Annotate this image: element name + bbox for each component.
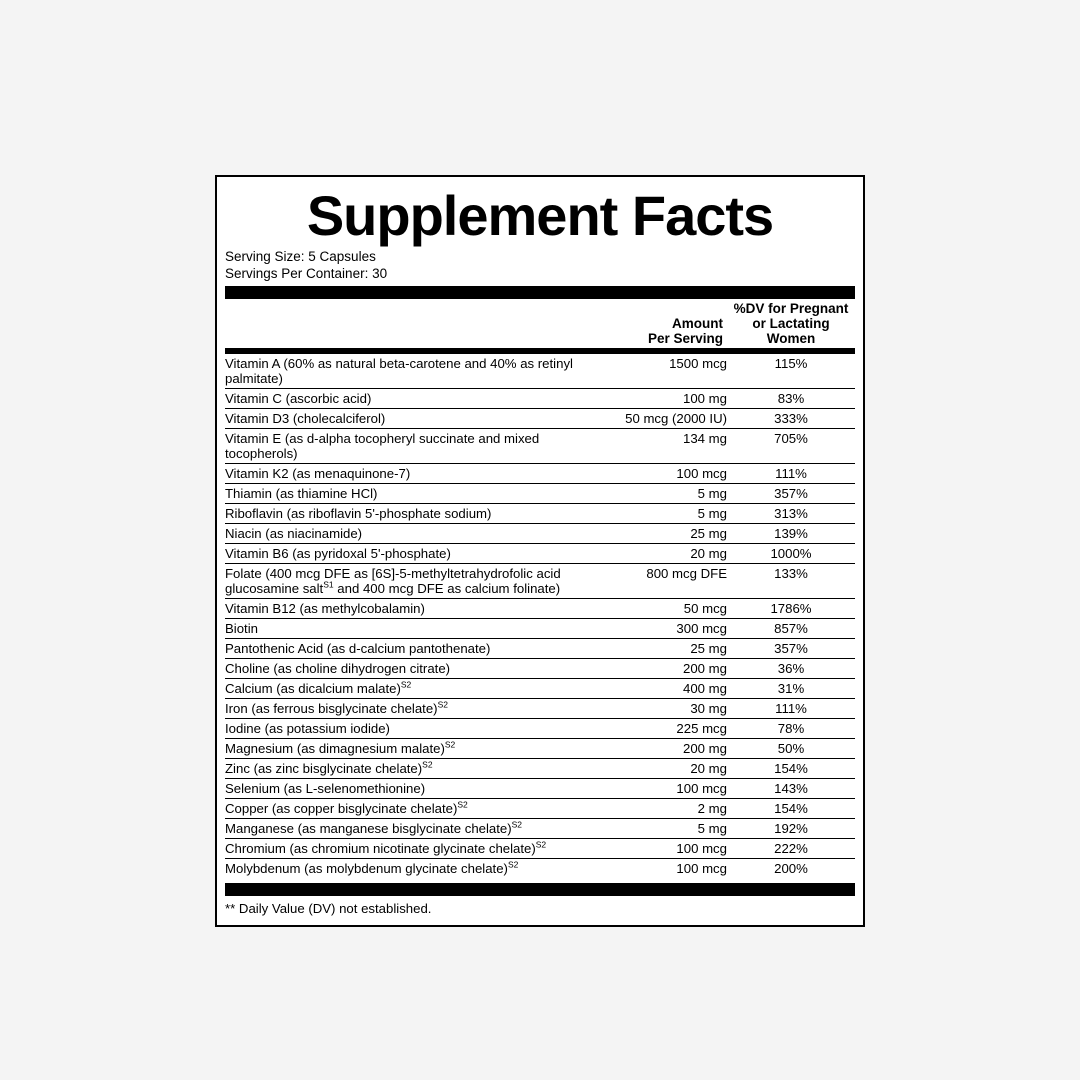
nutrient-amount: 25 mg <box>615 524 727 544</box>
nutrient-superscript: S2 <box>535 839 547 850</box>
table-row <box>225 739 855 759</box>
nutrient-name: Selenium (as L-selenomethionine) <box>225 779 615 799</box>
nutrient-name: Molybdenum (as molybdenum glycinate chelate)$^{S2}$ <box>225 859 519 876</box>
nutrient-name: Chromium (as chromium nicotinate glycinate chelate)$^{S2}$ <box>225 839 615 859</box>
table-row <box>225 859 855 879</box>
nutrient-amount: 1500 mcg <box>615 354 727 389</box>
nutrient-superscript: S2 <box>511 819 523 830</box>
nutrient-amount: 100 mcg <box>615 839 727 859</box>
serving-size-line: Serving Size: 5 Capsules <box>225 249 376 264</box>
table-row <box>225 759 855 779</box>
table-row <box>225 599 855 619</box>
table-row <box>225 619 855 639</box>
nutrient-amount: 2 mg <box>615 799 727 819</box>
nutrient-name: Zinc (as zinc bisglycinate chelate)$^{S2}$ <box>225 759 615 779</box>
nutrient-amount: 800 mcg DFE <box>615 564 727 599</box>
nutrient-dv: 78% <box>727 719 855 739</box>
footnote: ** Daily Value (DV) not established. <box>225 901 432 916</box>
nutrient-amount: 100 mg <box>615 389 727 409</box>
nutrient-name: Calcium (as dicalcium malate)$^{S2}$ <box>225 679 615 699</box>
nutrient-amount: 225 mcg <box>615 719 727 739</box>
table-row <box>225 389 855 409</box>
table-row <box>225 484 855 504</box>
table-row <box>225 524 855 544</box>
nutrient-name: Vitamin A (60% as natural beta-carotene and 40% as retinyl palmitate) <box>225 354 615 389</box>
nutrient-name: Biotin <box>225 619 615 639</box>
table-row <box>225 819 855 839</box>
nutrient-superscript: S2 <box>444 739 456 750</box>
table-row <box>225 504 855 524</box>
nutrient-amount: 50 mcg (2000 IU) <box>615 409 727 429</box>
dv-header-line1: %DV for Pregnant <box>733 301 849 316</box>
nutrient-dv: 857% <box>727 619 855 639</box>
table-row <box>225 779 855 799</box>
nutrients-table <box>225 354 855 878</box>
nutrient-amount: 20 mg <box>615 759 727 779</box>
amount-header-line1: Amount <box>672 316 723 331</box>
nutrient-dv: 200% <box>774 861 808 876</box>
nutrient-amount: 5 mg <box>615 484 727 504</box>
nutrient-name: Riboflavin (as riboflavin 5'-phosphate sodium) <box>225 504 615 524</box>
nutrient-dv: 357% <box>727 484 855 504</box>
nutrient-superscript: S1 <box>323 579 334 590</box>
nutrient-superscript: S2 <box>422 759 433 770</box>
dv-header-line2: or Lactating Women <box>752 316 830 346</box>
nutrient-name: Pantothenic Acid (as d-calcium pantothenate) <box>225 639 615 659</box>
nutrient-superscript: S2 <box>507 859 519 870</box>
nutrient-amount: 200 mg <box>615 739 727 759</box>
nutrient-name: Manganese (as manganese bisglycinate chelate)$^{S2}$ <box>225 819 615 839</box>
divider-thick-top <box>225 286 855 299</box>
nutrient-dv: 83% <box>727 389 855 409</box>
nutrient-name: Iodine (as potassium iodide) <box>225 719 615 739</box>
nutrient-name: Choline (as choline dihydrogen citrate) <box>225 659 615 679</box>
amount-header-line2: Per Serving <box>647 331 723 346</box>
nutrient-amount: 300 mcg <box>615 619 727 639</box>
nutrient-dv: 1000% <box>727 544 855 564</box>
nutrient-amount: 5 mg <box>615 504 727 524</box>
table-row <box>225 679 855 699</box>
nutrient-name: Vitamin C (ascorbic acid) <box>225 389 615 409</box>
table-row <box>225 429 855 464</box>
nutrient-dv: 192% <box>727 819 855 839</box>
table-row <box>225 719 855 739</box>
nutrient-dv: 313% <box>727 504 855 524</box>
nutrient-amount: 400 mg <box>615 679 727 699</box>
nutrient-dv: 115% <box>727 354 855 389</box>
nutrient-name: Vitamin E (as d-alpha tocopheryl succinate and mixed tocopherols) <box>225 429 615 464</box>
table-row <box>225 544 855 564</box>
nutrient-name: Magnesium (as dimagnesium malate)$^{S2}$ <box>225 739 615 759</box>
nutrient-amount: 25 mg <box>615 639 727 659</box>
nutrient-amount: 5 mg <box>615 819 727 839</box>
table-row <box>225 409 855 429</box>
nutrient-amount: 100 mcg <box>676 861 727 876</box>
nutrient-dv: 50% <box>727 739 855 759</box>
nutrient-dv: 357% <box>727 639 855 659</box>
nutrient-name: Vitamin D3 (cholecalciferol) <box>225 409 615 429</box>
column-headers <box>225 299 855 348</box>
nutrient-superscript: S2 <box>400 679 412 690</box>
nutrient-amount: 134 mg <box>615 429 727 464</box>
divider-thick-bottom <box>225 883 855 896</box>
nutrient-dv: 333% <box>727 409 855 429</box>
nutrient-amount: 30 mg <box>615 699 727 719</box>
nutrient-dv: 133% <box>727 564 855 599</box>
nutrient-superscript: S2 <box>437 699 448 710</box>
nutrient-name: Iron (as ferrous bisglycinate chelate)$^{S2}$ <box>225 699 615 719</box>
nutrient-dv: 111% <box>727 699 855 719</box>
nutrient-name: Folate (400 mcg DFE as [6S]-5-methyltetrahydrofolic acid glucosamine salt$^{S1}$ and 400 mcg DFE as calcium folinate) <box>225 564 615 599</box>
table-row <box>225 659 855 679</box>
table-row <box>225 839 855 859</box>
table-row <box>225 464 855 484</box>
nutrient-name: Niacin (as niacinamide) <box>225 524 615 544</box>
nutrient-amount: 100 mcg <box>615 464 727 484</box>
nutrient-dv: 143% <box>727 779 855 799</box>
table-row <box>225 699 855 719</box>
nutrient-name: Vitamin B6 (as pyridoxal 5'-phosphate) <box>225 544 615 564</box>
table-row <box>225 799 855 819</box>
nutrient-dv: 222% <box>727 839 855 859</box>
table-row <box>225 564 855 599</box>
table-row <box>225 354 855 389</box>
panel-inner <box>217 177 863 925</box>
amount-header <box>611 316 723 346</box>
servings-per-container-line: Servings Per Container: 30 <box>225 266 388 281</box>
nutrient-amount: 100 mcg <box>615 779 727 799</box>
nutrient-amount: 200 mg <box>615 659 727 679</box>
nutrient-dv: 705% <box>727 429 855 464</box>
page-title: Supplement Facts <box>306 184 774 247</box>
table-row <box>225 639 855 659</box>
nutrient-dv: 139% <box>727 524 855 544</box>
nutrient-dv: 154% <box>727 759 855 779</box>
nutrient-name: Vitamin B12 (as methylcobalamin) <box>225 599 615 619</box>
nutrient-dv: 36% <box>727 659 855 679</box>
nutrient-dv: 31% <box>727 679 855 699</box>
nutrient-name: Thiamin (as thiamine HCl) <box>225 484 615 504</box>
nutrient-amount: 20 mg <box>615 544 727 564</box>
supplement-facts-panel <box>215 175 865 927</box>
nutrient-name: Vitamin K2 (as menaquinone-7) <box>225 464 615 484</box>
nutrient-amount: 50 mcg <box>615 599 727 619</box>
nutrient-superscript: S2 <box>457 799 468 810</box>
dv-header <box>723 301 855 346</box>
nutrient-dv: 154% <box>727 799 855 819</box>
nutrient-dv: 111% <box>727 464 855 484</box>
nutrient-dv: 1786% <box>727 599 855 619</box>
nutrient-name: Copper (as copper bisglycinate chelate)$^{S2}$ <box>225 799 615 819</box>
